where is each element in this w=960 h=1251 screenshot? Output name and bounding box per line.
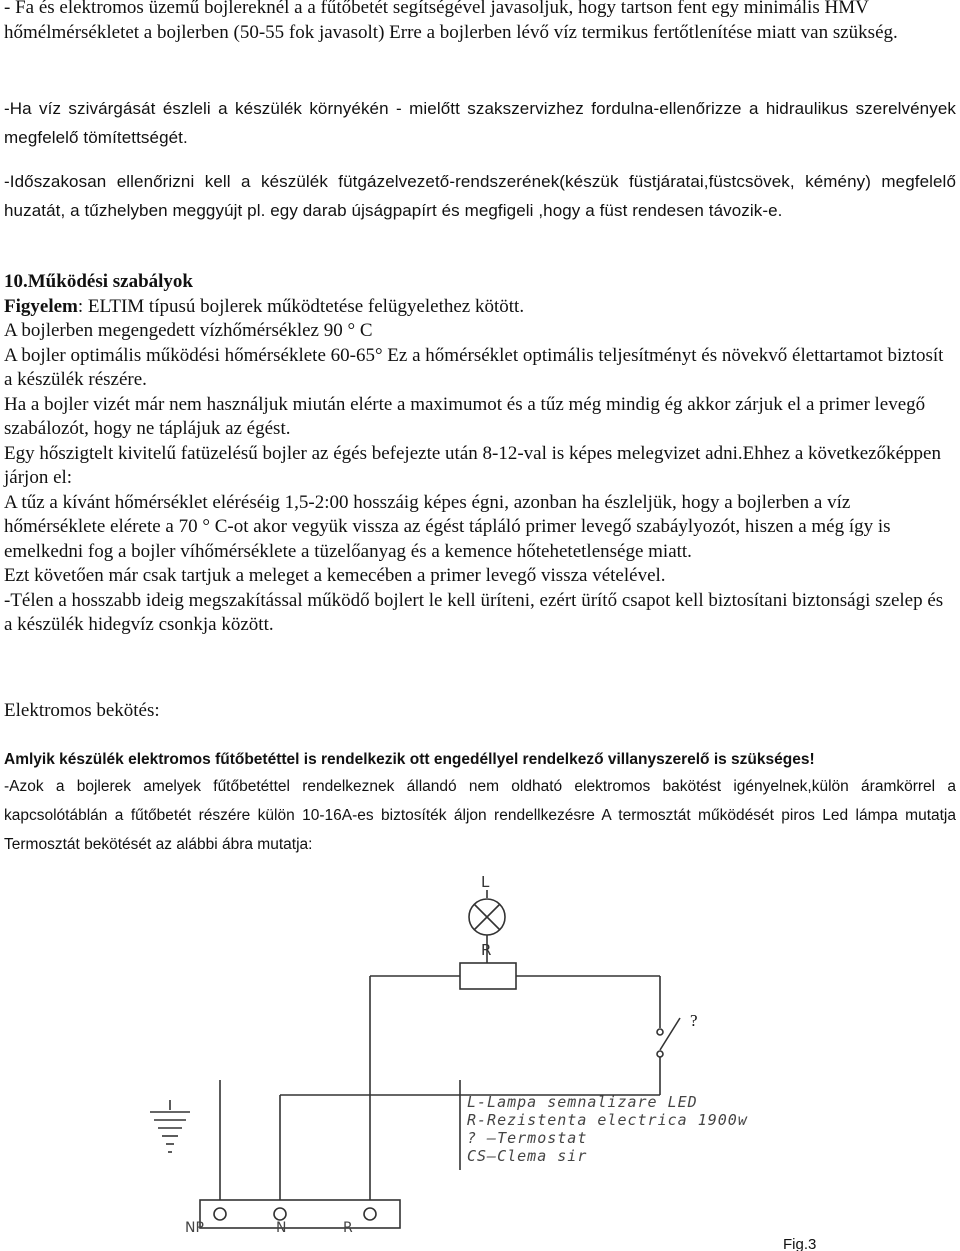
- rule-burn-time: A tűz a kívánt hőmérséklet eléréséig 1,5-2:00 hosszáig képes égni, azonban ha észleljük, hogy a bojlerben a víz hőmérséklete elérete a 70 ° C-ot akor vegyük vissza az égést tápláló primer levegő szabáylyozót, hiszen a még így is emelkedni fog a bojler víhőmérséklete a tüzelőanyag és a kemence hőtehetetlensége miatt.: [4, 491, 891, 562]
- electrical-heading: Elektromos bekötés:: [4, 700, 160, 721]
- electrical-paragraph: [4, 772, 956, 859]
- switch-contact-bottom: [657, 1051, 663, 1057]
- ground-symbol: [150, 1100, 190, 1152]
- electrical-note: -Azok a bojlerek amelyek fűtőbetéttel rendelkeznek állandó nem oldható elektromos bakötést igényelnek,külön áramkörrel a kapcsolótáblán a fűtőbetét részére külön 10-16A-es biztosíték áljon rendellkezésre A termosztát működését piros Led lámpa mutatja Termosztát bekötését az alábbi ábra mutatja:: [4, 778, 956, 853]
- attention-line: [4, 295, 956, 320]
- rule-keep-warm: Ezt követően már csak tartjuk a meleget a kemecében a primer levegő vissza vételével.: [4, 565, 666, 586]
- legend-line-3: ? —Termostat: [467, 1129, 588, 1147]
- label-R: R: [481, 941, 492, 959]
- thermostat-wiring-diagram: [0, 860, 960, 1251]
- leak-check-note: -Ha víz szivárgását észleli a készülék környékén - mielőtt szakszervizhez fordulna-ellenőrizze a hidraulikus szerelvények megfelelő tömítettségét.: [4, 99, 956, 147]
- hmv-temperature-note: - Fa és elektromos üzemű bojlereknél a a fűtőbetét segítségével javasoljuk, hogy tartson fent egy minimális HMV hőmélmérsékletet a bojlerben (50-55 fok javasolt) Erre a bojlerben lévő víz termikus fertőtlenítése miatt van szükség.: [4, 0, 898, 43]
- electrical-warning: Amlyik készülék elektromos fűtőbetéttel is rendelkezik ott engedéllyel rendelkező villanyszerelő is szükséges!: [4, 751, 815, 768]
- legend-line-1: L-Lampa semnalizare LED: [467, 1093, 698, 1111]
- switch-contact-top: [657, 1029, 663, 1035]
- rule-insulated: Egy hőszigtelt kivitelű fatüzelésű bojler az égés befejezte után 8-12-val is képes melegvizet adni.Ehhez a következőképpen járjon el:: [4, 442, 941, 488]
- operating-rules-heading: 10.Működési szabályok: [4, 271, 193, 292]
- legend-line-2: R-Rezistenta electrica 1900w: [467, 1111, 748, 1129]
- rule-optimal-temp: A bojler optimális működési hőmérséklete 60-65° Ez a hőmérséklet optimális teljesítményt és növekvő élettartamot biztosít a készülék részére.: [4, 344, 944, 390]
- electrical-warning-block: [4, 745, 956, 774]
- rule-winter: -Télen a hosszabb ideig megszakítással működő bojlert le kell üríteni, ezért ürítő csapot kell biztosítani biztonsági szelep és a készülék hidegvíz csonkja között.: [4, 589, 944, 635]
- leak-paragraph: [4, 94, 956, 152]
- rule-close-air: Ha a bojler vizét már nem használjuk miután elérte a maximumot és a tűz még mindig ég akkor zárjuk el a primer levegő szabálozót, hogy ne táplájuk az égést.: [4, 393, 926, 439]
- resistor-symbol: [460, 963, 516, 989]
- electrical-heading-block: [4, 700, 956, 722]
- figure-label: Fig.3: [783, 1236, 817, 1251]
- intro-paragraph: [4, 0, 956, 45]
- terminal-label-np: NP: [185, 1220, 204, 1236]
- attention-label: Figyelem: [4, 295, 78, 317]
- attention-text: : ELTIM típusú bojlerek működtetése felügyelethez kötött.: [77, 295, 525, 317]
- flue-paragraph: [4, 167, 956, 225]
- terminal-block: [200, 1200, 400, 1228]
- label-thermostat: ?: [690, 1011, 698, 1030]
- terminal-label-r: R: [343, 1220, 353, 1236]
- label-L: L: [481, 873, 490, 891]
- flue-check-note: -Időszakosan ellenőrizni kell a készülék fütgázelvezető-rendszerének(készük füstjáratai,füstcsövek, kémény) megfelelő huzatát, a tűzhelyben meggyújt pl. egy darab újságpapírt és megfigeli ,hogy a füst rendesen távozik-e.: [4, 172, 956, 220]
- terminal-label-n: N: [276, 1220, 287, 1236]
- operating-rules-section: [4, 270, 956, 638]
- rule-max-temp: A bojlerben megengedett vízhőmérséklez 90 ° C: [4, 320, 373, 341]
- legend-line-4: CS—Clema sir: [467, 1147, 588, 1165]
